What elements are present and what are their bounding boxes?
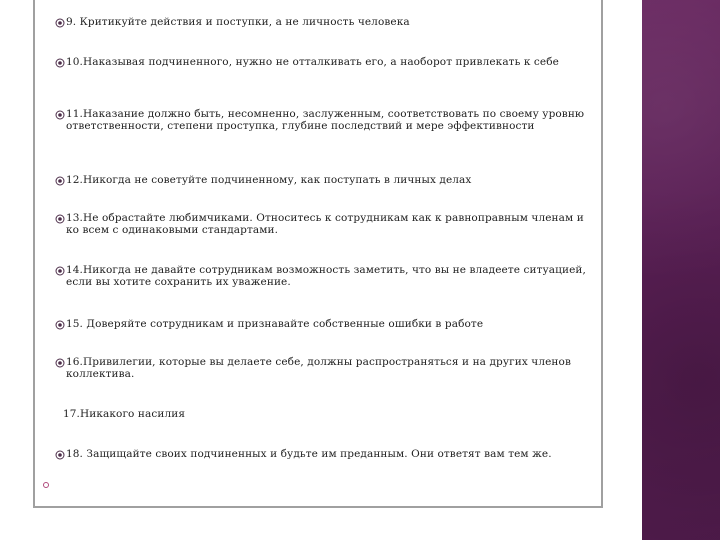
target-bullet-icon bbox=[55, 358, 65, 368]
decorative-side-panel bbox=[642, 0, 720, 540]
target-bullet-icon bbox=[55, 58, 65, 68]
list-item-text: 15. Доверяйте сотрудникам и признавайте собственные ошибки в работе bbox=[66, 318, 484, 330]
target-bullet-icon bbox=[55, 214, 65, 224]
target-bullet-icon bbox=[55, 110, 65, 120]
small-circle-bullet-icon bbox=[43, 482, 49, 488]
list-item-text: 17.Никакого насилия bbox=[63, 408, 186, 420]
list-item-text: 9. Критикуйте действия и поступки, а не личность человека bbox=[66, 16, 410, 28]
list-item-text: 14.Никогда не давайте сотрудникам возможность заметить, что вы не владеете ситуацией, если вы хотите сохранить их уважение. bbox=[66, 264, 590, 288]
list-item-text: 16.Привилегии, которые вы делаете себе, должны распространяться и на других членов коллектива. bbox=[66, 356, 575, 380]
list-item-text: 12.Никогда не советуйте подчиненному, как поступать в личных делах bbox=[66, 174, 472, 186]
panel-texture bbox=[642, 0, 720, 540]
target-bullet-icon bbox=[55, 450, 65, 460]
target-bullet-icon bbox=[55, 320, 65, 330]
list-item-text: 11.Наказание должно быть, несомненно, заслуженным, соответствовать по своему уровню ответственности, степени проступка, глубине последствий и мере эффективности bbox=[66, 108, 588, 132]
target-bullet-icon bbox=[55, 266, 65, 276]
list-item-text: 13.Не обрастайте любимчиками. Относитесь к сотрудникам как к равноправным членам и ко всем с одинаковыми стандартами. bbox=[66, 212, 588, 236]
target-bullet-icon bbox=[55, 18, 65, 28]
list-item-text: 10.Наказывая подчиненного, нужно не отталкивать его, а наоборот привлекать к себе bbox=[66, 56, 559, 68]
list-item-text: 18. Защищайте своих подчиненных и будьте им преданным. Они ответят вам тем же. bbox=[66, 448, 552, 460]
content-frame bbox=[33, 0, 603, 508]
target-bullet-icon bbox=[55, 176, 65, 186]
